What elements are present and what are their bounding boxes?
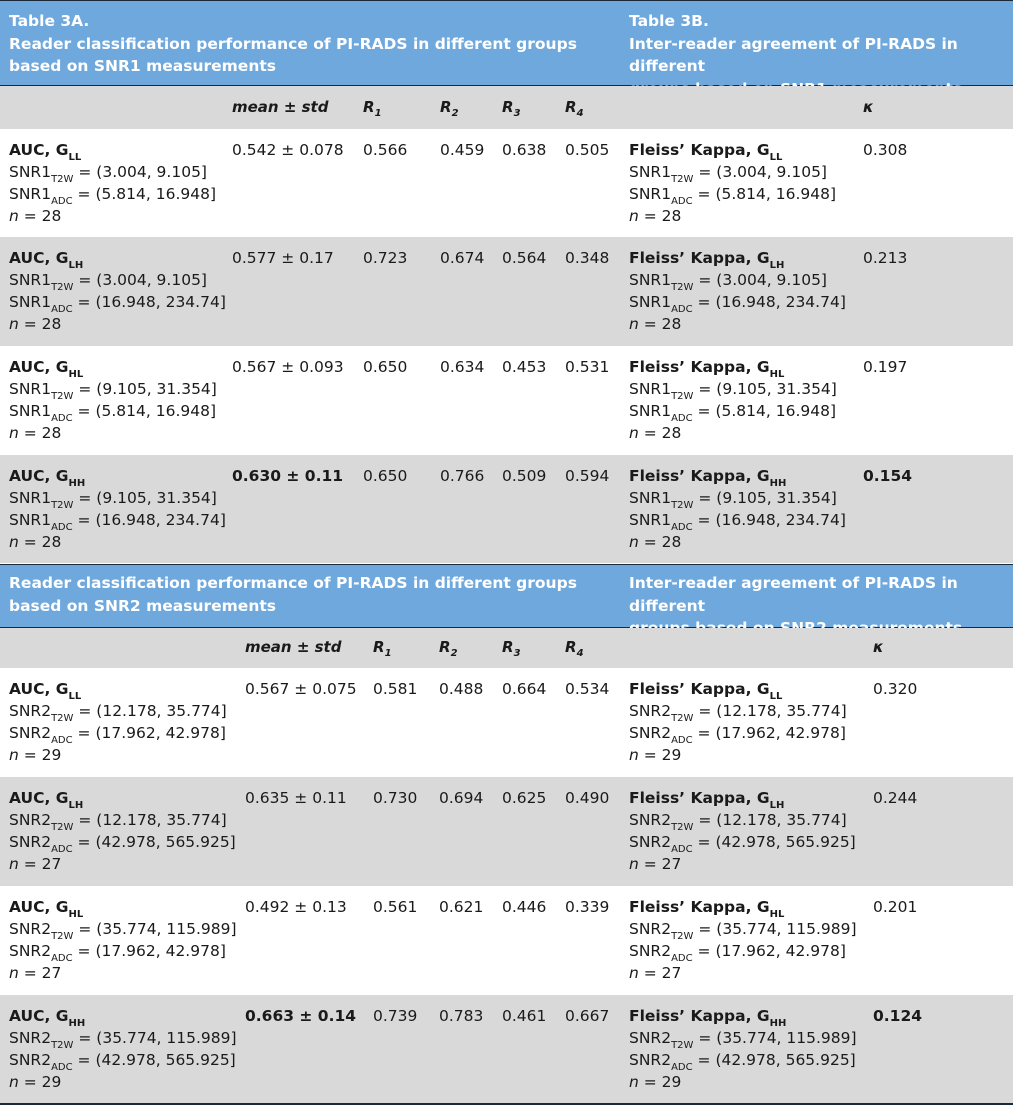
r4-value: 0.490 <box>565 789 610 807</box>
r1-value: 0.730 <box>373 789 418 807</box>
row-label-right: Fleiss’ Kappa, $G_{LL}$ $SNR2_{T2W} = (12.178$, 35.774] $SNR2_{ADC} = (17.962$, 42.978] n = 29 <box>629 680 847 764</box>
row-label-right: Fleiss’ Kappa, $G_{HL}$ $SNR1_{T2W} = (9.105$, 31.354] $SNR1_{ADC} = (5.814$, 16.948] n = 28 <box>629 358 837 442</box>
col-kappa: κ <box>873 638 884 656</box>
r2-value: 0.783 <box>439 1007 484 1025</box>
col-r1: $R_1$ <box>363 98 382 119</box>
r2-value: 0.674 <box>440 249 485 267</box>
r3-value: 0.638 <box>502 141 547 159</box>
mean-std-value: 0.635 ± 0.11 <box>245 789 347 807</box>
col-r4: $R_4$ <box>565 98 584 119</box>
row-label-left: AUC, $G_{LH}$ $SNR1_{T2W} = (3.004$, 9.105] $SNR1_{ADC} = (16.948$, 234.74] n = 28 <box>9 249 226 333</box>
table-row <box>0 237 1013 346</box>
table-row <box>0 668 1013 777</box>
table-row <box>0 129 1013 237</box>
col-r2: $R_2$ <box>440 98 459 119</box>
r1-value: 0.723 <box>363 249 408 267</box>
col-r3: $R_3$ <box>502 98 521 119</box>
snr2-left-caption-line1: Reader classification performance of PI-RADS in different groups <box>9 574 577 592</box>
table-bottom-rule <box>0 1103 1013 1105</box>
table-3a-caption-line2: based on SNR1 measurements <box>9 57 276 75</box>
row-label-left: AUC, $G_{LL}$ $SNR1_{T2W} = (3.004$, 9.105] $SNR1_{ADC} = (5.814$, 16.948] n = 28 <box>9 141 217 225</box>
row-label-left: AUC, $G_{LL}$ $SNR2_{T2W} = (12.178$, 35.774] $SNR2_{ADC} = (17.962$, 42.978] n = 29 <box>9 680 227 764</box>
snr2-left-title <box>9 572 577 617</box>
r1-value: 0.566 <box>363 141 408 159</box>
kappa-value: 0.154 <box>863 467 913 485</box>
r3-value: 0.453 <box>502 358 547 376</box>
col-kappa: κ <box>863 98 874 116</box>
r1-value: 0.561 <box>373 898 418 916</box>
row-label-right: Fleiss’ Kappa, $G_{LH}$ $SNR1_{T2W} = (3.004$, 9.105] $SNR1_{ADC} = (16.948$, 234.74] n = 28 <box>629 249 846 333</box>
mean-std-value: 0.492 ± 0.13 <box>245 898 347 916</box>
table-row <box>0 455 1013 563</box>
r1-value: 0.739 <box>373 1007 418 1025</box>
kappa-value: 0.308 <box>863 141 908 159</box>
r4-value: 0.667 <box>565 1007 610 1025</box>
mean-std-value: 0.542 ± 0.078 <box>232 141 344 159</box>
r3-value: 0.564 <box>502 249 547 267</box>
mean-std-value: 0.663 ± 0.14 <box>245 1007 357 1025</box>
table-row <box>0 346 1013 455</box>
col-r3: $R_3$ <box>502 638 521 659</box>
table-3b-label: Table 3B. <box>629 12 709 30</box>
r3-value: 0.509 <box>502 467 547 485</box>
kappa-value: 0.197 <box>863 358 908 376</box>
row-label-left: AUC, $G_{LH}$ $SNR2_{T2W} = (12.178$, 35.774] $SNR2_{ADC} = (42.978$, 565.925] n = 27 <box>9 789 236 873</box>
row-label-right: Fleiss’ Kappa, $G_{HL}$ $SNR2_{T2W} = (35.774$, 115.989] $SNR2_{ADC} = (17.962$, 42.978] n = 27 <box>629 898 857 982</box>
snr2-left-caption-line2: based on SNR2 measurements <box>9 596 276 615</box>
mean-std-value: 0.567 ± 0.093 <box>232 358 344 376</box>
r2-value: 0.694 <box>439 789 484 807</box>
r4-value: 0.531 <box>565 358 610 376</box>
r3-value: 0.625 <box>502 789 547 807</box>
col-r4: $R_4$ <box>565 638 584 659</box>
col-r2: $R_2$ <box>439 638 458 659</box>
row-label-left: AUC, $G_{HH}$ $SNR2_{T2W} = (35.774$, 115.989] $SNR2_{ADC} = (42.978$, 565.925] n = 29 <box>9 1007 237 1091</box>
r2-value: 0.488 <box>439 680 484 698</box>
mean-std-value: 0.567 ± 0.075 <box>245 680 357 698</box>
row-label-right: Fleiss’ Kappa, $G_{HH}$ $SNR2_{T2W} = (35.774$, 115.989] $SNR2_{ADC} = (42.978$, 565.925] n = 29 <box>629 1007 857 1091</box>
r1-value: 0.581 <box>373 680 418 698</box>
snr2-right-caption-line1: Inter-reader agreement of PI-RADS in different <box>629 574 958 615</box>
r4-value: 0.339 <box>565 898 610 916</box>
kappa-value: 0.213 <box>863 249 908 267</box>
table-row <box>0 995 1013 1103</box>
r4-value: 0.534 <box>565 680 610 698</box>
col-mean-std: mean ± std <box>245 638 342 656</box>
r3-value: 0.664 <box>502 680 547 698</box>
row-label-left: AUC, $G_{HH}$ $SNR1_{T2W} = (9.105$, 31.354] $SNR1_{ADC} = (16.948$, 234.74] n = 28 <box>9 467 226 551</box>
row-label-left: AUC, $G_{HL}$ $SNR2_{T2W} = (35.774$, 115.989] $SNR2_{ADC} = (17.962$, 42.978] n = 27 <box>9 898 237 982</box>
r4-value: 0.505 <box>565 141 610 159</box>
row-label-left: AUC, $G_{HL}$ $SNR1_{T2W} = (9.105$, 31.354] $SNR1_{ADC} = (5.814$, 16.948] n = 28 <box>9 358 217 442</box>
row-label-right: Fleiss’ Kappa, $G_{LL}$ $SNR1_{T2W} = (3.004$, 9.105] $SNR1_{ADC} = (5.814$, 16.948] n = 28 <box>629 141 837 225</box>
r1-value: 0.650 <box>363 467 408 485</box>
kappa-value: 0.320 <box>873 680 918 698</box>
col-mean-std: mean ± std <box>232 98 329 116</box>
mean-std-value: 0.630 ± 0.11 <box>232 467 344 485</box>
table-3a-label: Table 3A. <box>9 12 90 30</box>
table-row <box>0 886 1013 995</box>
mean-std-value: 0.577 ± 0.17 <box>232 249 334 267</box>
r4-value: 0.348 <box>565 249 610 267</box>
col-r1: $R_1$ <box>373 638 392 659</box>
snr2-column-header-row <box>0 628 1013 668</box>
r2-value: 0.766 <box>440 467 485 485</box>
table-3b-caption-line1: Inter-reader agreement of PI-RADS in different <box>629 34 958 75</box>
r2-value: 0.459 <box>440 141 485 159</box>
kappa-value: 0.201 <box>873 898 918 916</box>
row-label-right: Fleiss’ Kappa, $G_{HH}$ $SNR1_{T2W} = (9.105$, 31.354] $SNR1_{ADC} = (16.948$, 234.74] n = 28 <box>629 467 846 551</box>
kappa-value: 0.124 <box>873 1007 923 1025</box>
table-3a-title <box>9 10 577 78</box>
r3-value: 0.446 <box>502 898 547 916</box>
table-row <box>0 777 1013 886</box>
snr1-column-header-row <box>0 86 1013 129</box>
r4-value: 0.594 <box>565 467 610 485</box>
r1-value: 0.650 <box>363 358 408 376</box>
table-3a-caption-line1: Reader classification performance of PI-RADS in different groups <box>9 34 577 53</box>
row-label-right: Fleiss’ Kappa, $G_{LH}$ $SNR2_{T2W} = (12.178$, 35.774] $SNR2_{ADC} = (42.978$, 565.925] n = 27 <box>629 789 856 873</box>
kappa-value: 0.244 <box>873 789 918 807</box>
r2-value: 0.634 <box>440 358 485 376</box>
r2-value: 0.621 <box>439 898 484 916</box>
r3-value: 0.461 <box>502 1007 547 1025</box>
